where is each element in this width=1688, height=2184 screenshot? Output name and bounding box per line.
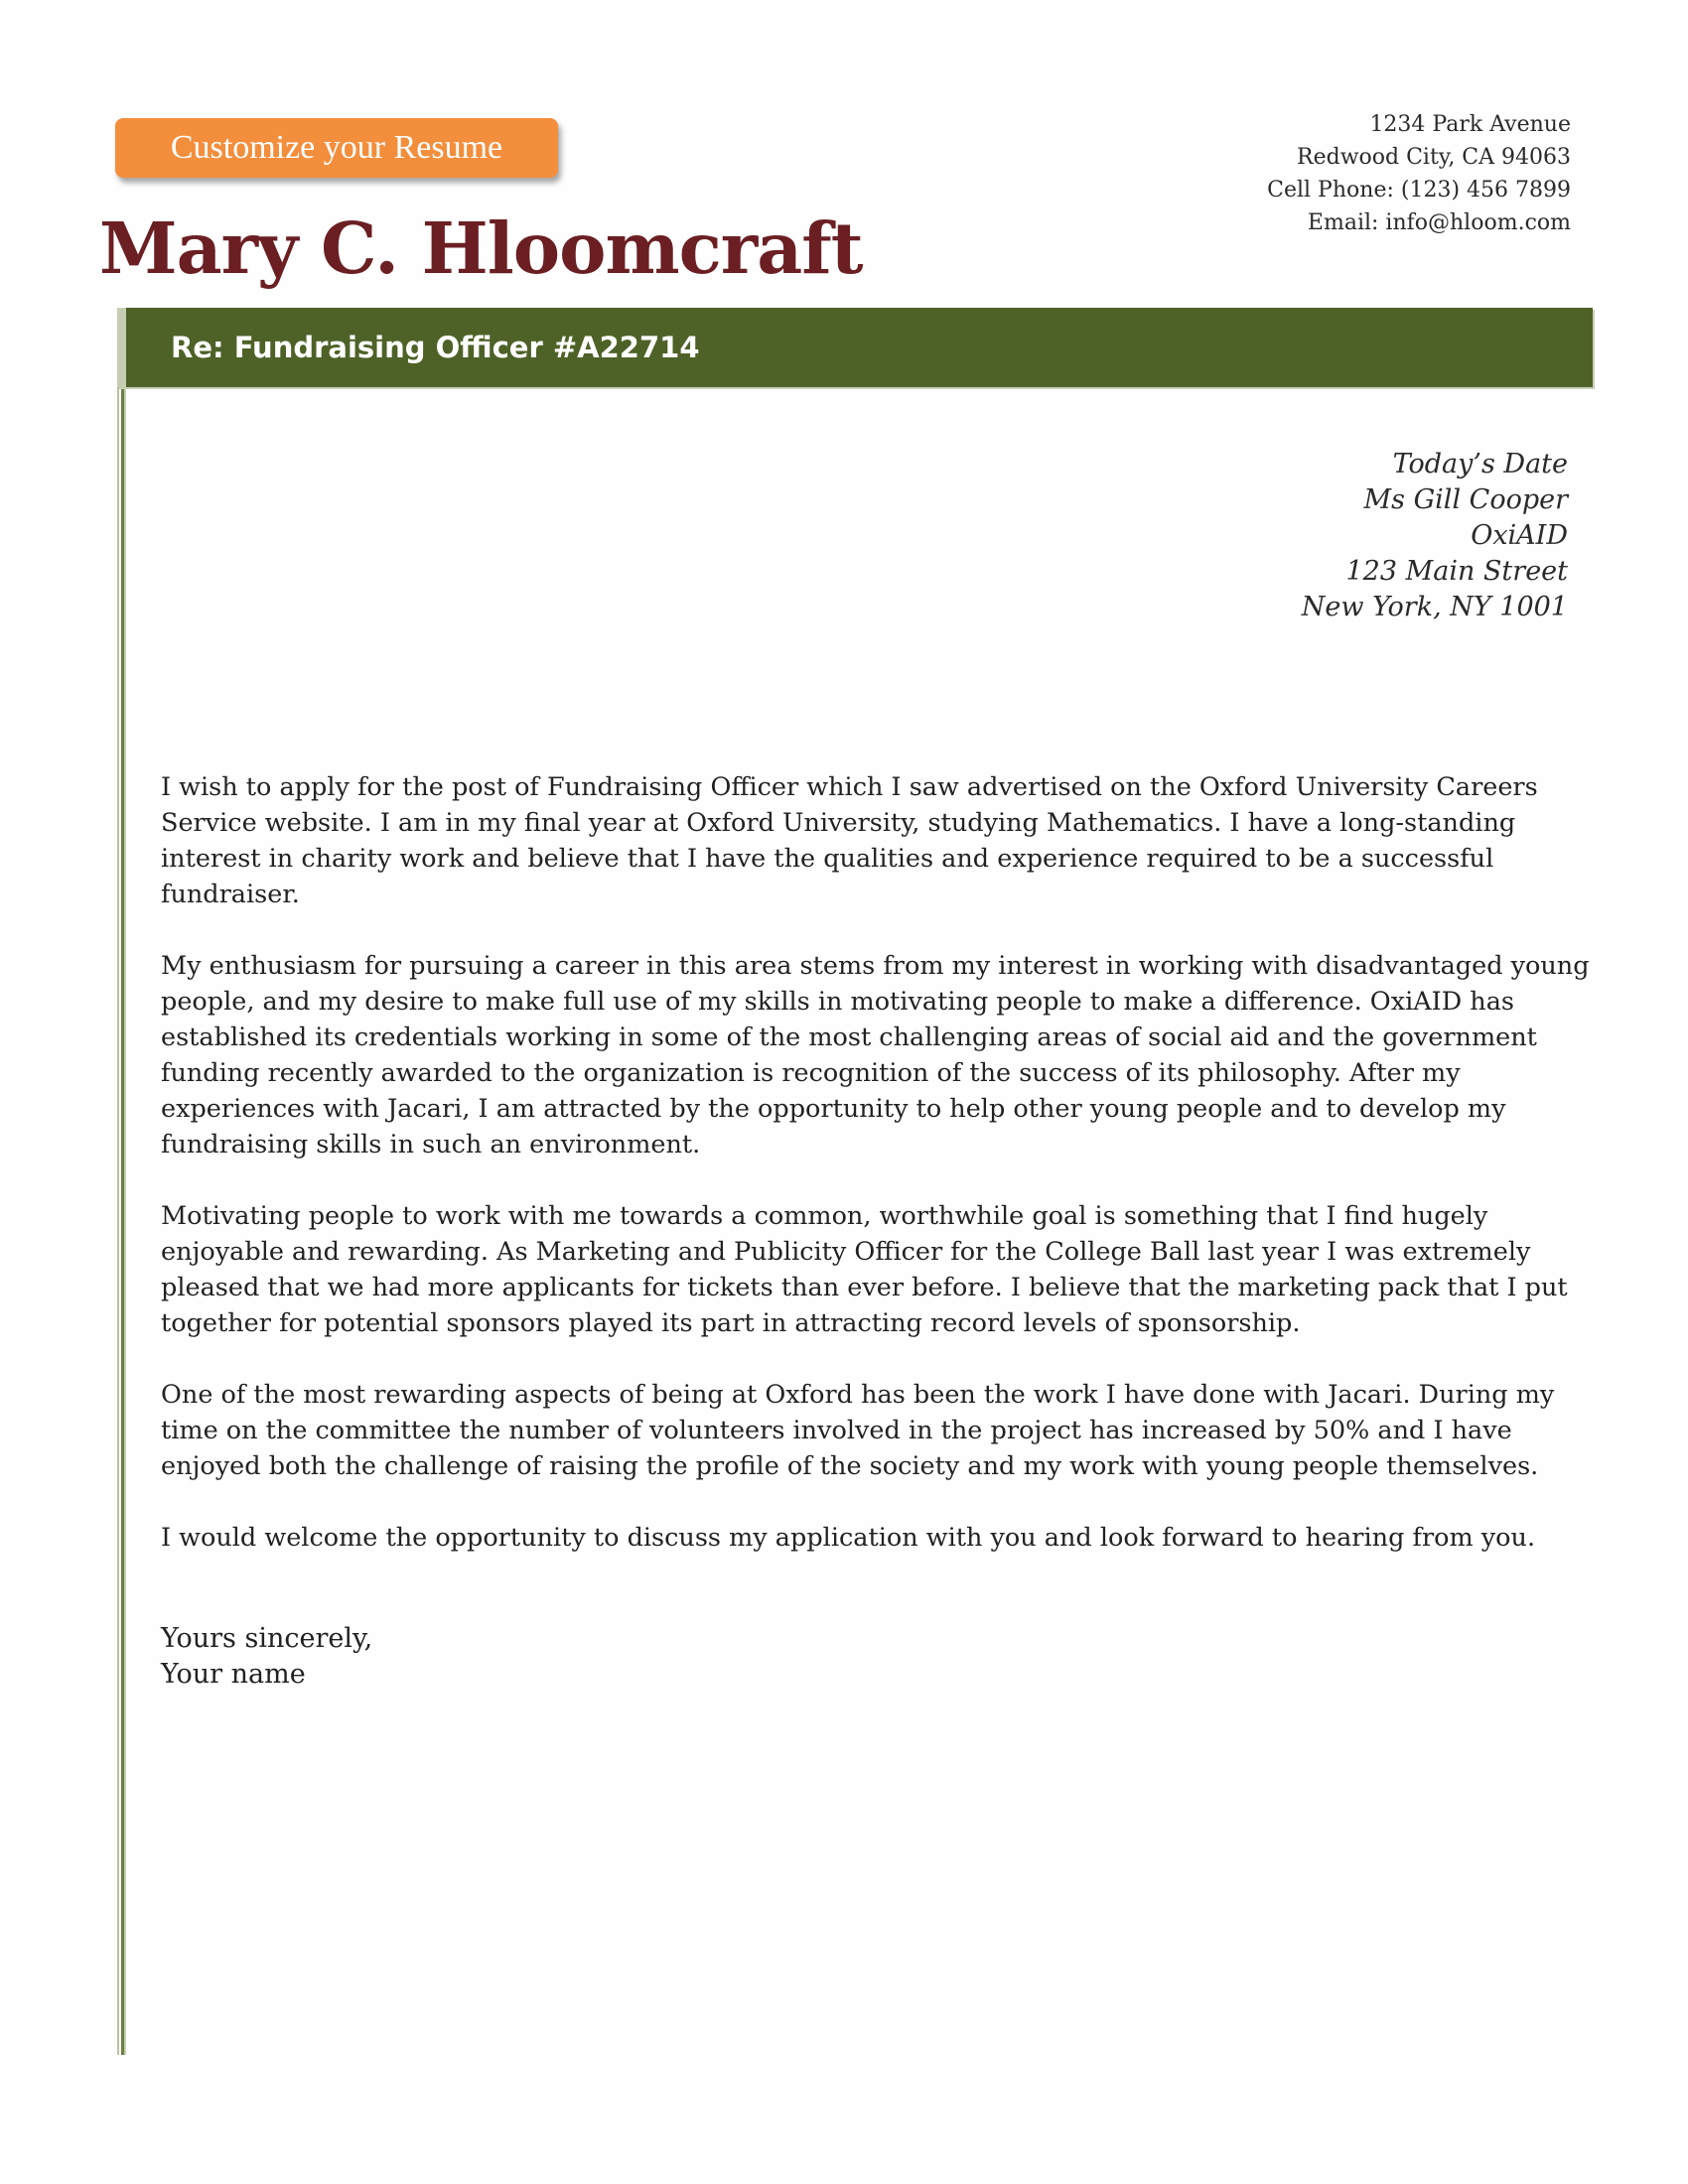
customize-resume-button[interactable]: Customize your Resume [115, 118, 558, 178]
recipient-company: OxiAID [1471, 520, 1568, 551]
subject-bar [117, 308, 1593, 387]
sender-address-line2: Redwood City, CA 94063 [1297, 145, 1571, 170]
letter-paragraph: My enthusiasm for pursuing a career in this area stems from my interest in working with disadvantaged young people, and my desire to make full use of my skills in motivating people to make a difference. OxiAID has established its credentials working in some of the most challenging areas of social aid and the government funding recently awarded to the organization is recognition of the success of its philosophy. After my experiences with Jacari, I am attracted by the opportunity to help other young people and to develop my fundraising skills in such an environment. [161, 951, 1590, 1160]
letter-paragraph: One of the most rewarding aspects of being at Oxford has been the work I have done with Jacari. During my time on the committee the number of volunteers involved in the project has increased by 50% and I have enjoyed both the challenge of raising the profile of the society and my work with young people themselves. [161, 1380, 1555, 1481]
sender-contact-block [1267, 108, 1571, 239]
recipient-block [1302, 447, 1568, 625]
recipient-name: Ms Gill Cooper [1363, 484, 1568, 515]
sender-name: Mary C. Hloomcraft [99, 206, 863, 290]
sender-phone: Cell Phone: (123) 456 7899 [1267, 178, 1571, 203]
letter-signature: Your name [161, 1659, 306, 1690]
letter-closing-block [161, 1621, 372, 1693]
recipient-street: 123 Main Street [1345, 556, 1568, 587]
subject-line: Re: Fundraising Officer #A22714 [171, 331, 700, 364]
letter-body [161, 769, 1591, 1591]
sender-address-line1: 1234 Park Avenue [1369, 112, 1571, 137]
sender-email: Email: info@hloom.com [1307, 210, 1571, 235]
recipient-city: New York, NY 1001 [1301, 592, 1568, 622]
left-decorative-rule [117, 308, 126, 2055]
letter-closing: Yours sincerely, [161, 1623, 373, 1654]
letter-paragraph: I would welcome the opportunity to discuss my application with you and look forward to hearing from you. [161, 1523, 1536, 1553]
letter-date: Today’s Date [1392, 449, 1568, 479]
letter-paragraph: Motivating people to work with me towards a common, worthwhile goal is something that I find hugely enjoyable and rewarding. As Marketing and Publicity Officer for the College Ball last year I was extremely pleased that we had more applicants for tickets than ever before. I believe that the marketing pack that I put together for potential sponsors played its part in attracting record levels of sponsorship. [161, 1201, 1568, 1338]
letter-paragraph: I wish to apply for the post of Fundraising Officer which I saw advertised on the Oxford University Careers Service website. I am in my final year at Oxford University, studying Mathematics. I have a long-standing interest in charity work and believe that I have the qualities and experience required to be a successful fundraiser. [161, 772, 1538, 909]
